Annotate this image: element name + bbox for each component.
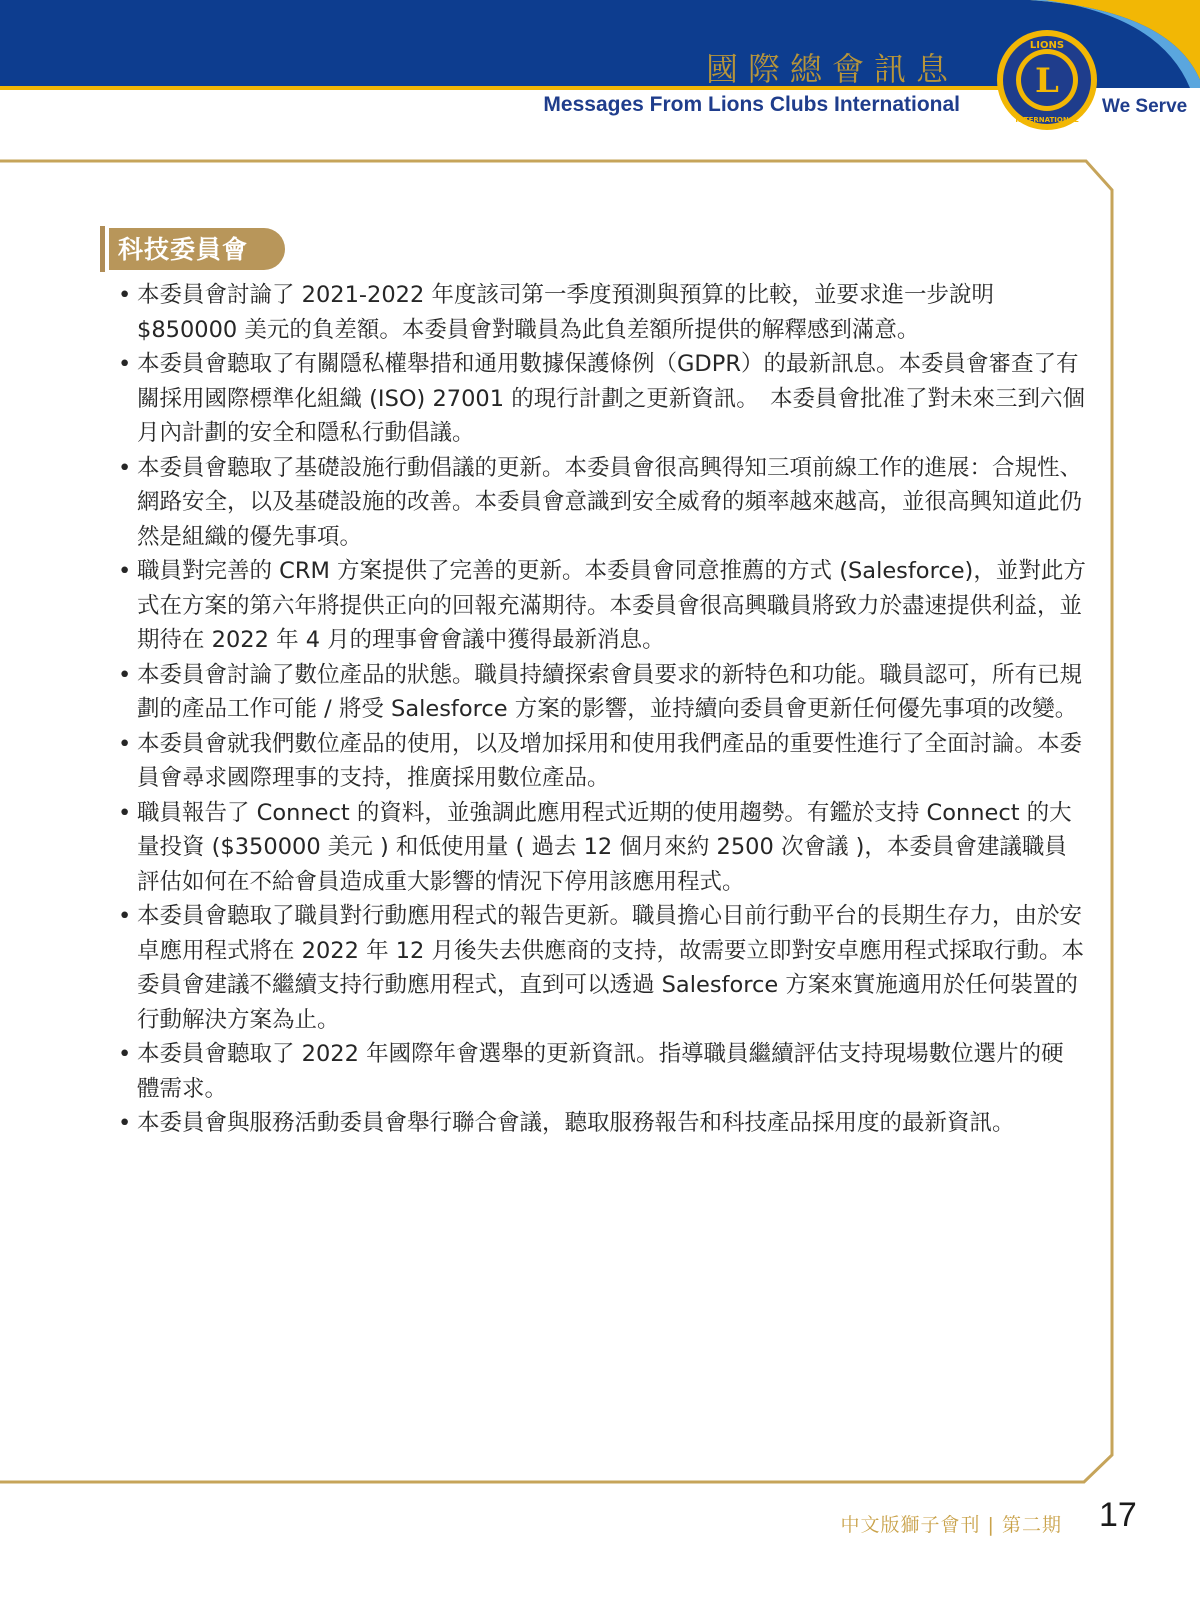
header-title-en: Messages From Lions Clubs International (543, 93, 960, 116)
logo-letter: L (1035, 61, 1059, 101)
footer-publication: 中文版獅子會刊 | 第二期 (840, 1514, 1062, 1536)
minutes-list (118, 278, 1086, 1141)
logo-text-top: LIONS (1029, 40, 1065, 51)
list-item: • 本委員會討論了數位產品的狀態。職員持續探索會員要求的新特色和功能。職員認可，所有已規劃的產品工作可能 / 將受 Salesforce 方案的影響，並持續向委員會更新任何優先事項的改變。 (118, 658, 1086, 727)
list-item: • 本委員會與服務活動委員會舉行聯合會議，聽取服務報告和科技產品採用度的最新資訊。 (118, 1106, 1086, 1141)
section-title: 科技委員會 (118, 235, 249, 264)
header-title-cn: 國際總會訊息 (705, 50, 958, 88)
page-number: 17 (1099, 1496, 1137, 1534)
list-item: • 本委員會聽取了基礎設施行動倡議的更新。本委員會很高興得知三項前線工作的進展：合規性、網路安全，以及基礎設施的改善。本委員會意識到安全威脅的頻率越來越高，並很高興知道此仍然是組織的優先事項。 (118, 451, 1086, 555)
motto-text: We Serve (1102, 96, 1188, 117)
list-item: • 本委員會聽取了職員對行動應用程式的報告更新。職員擔心目前行動平台的長期生存力，由於安卓應用程式將在 2022 年 12 月後失去供應商的支持，故需要立即對安卓應用程式採取行動。本委員會建議不繼續支持行動應用程式，直到可以透過 Salesforce 方案來實施適用於任何裝置的行動解決方案為止。 (118, 899, 1086, 1037)
logo-text-bottom: INTERNATIONAL (1015, 116, 1079, 124)
list-item: • 本委員會就我們數位產品的使用，以及增加採用和使用我們產品的重要性進行了全面討論。本委員會尋求國際理事的支持，推廣採用數位產品。 (118, 727, 1086, 796)
list-item: • 本委員會討論了 2021-2022 年度該司第一季度預測與預算的比較，並要求進一步說明 $850000 美元的負差額。本委員會對職員為此負差額所提供的解釋感到滿意。 (118, 278, 1086, 347)
list-item: • 職員對完善的 CRM 方案提供了完善的更新。本委員會同意推薦的方式 (Salesforce)，並對此方式在方案的第六年將提供正向的回報充滿期待。本委員會很高興職員將致力於盡速提供利益，並期待在 2022 年 4 月的理事會會議中獲得最新消息。 (118, 554, 1086, 658)
list-item: • 職員報告了 Connect 的資料，並強調此應用程式近期的使用趨勢。有鑑於支持 Connect 的大量投資 ($350000 美元 ) 和低使用量 ( 過去 12 個月來約 2500 次會議 )，本委員會建議職員評估如何在不給會員造成重大影響的情況下停用該應用程式。 (118, 796, 1086, 900)
list-item: • 本委員會聽取了 2022 年國際年會選舉的更新資訊。指導職員繼續評估支持現場數位選片的硬體需求。 (118, 1037, 1086, 1106)
section-bar (100, 226, 105, 272)
list-item: • 本委員會聽取了有關隱私權舉措和通用數據保護條例（GDPR）的最新訊息。本委員會審查了有關採用國際標準化組織 (ISO) 27001 的現行計劃之更新資訊。 本委員會批准了對未來三到六個月內計劃的安全和隱私行動倡議。 (118, 347, 1086, 451)
